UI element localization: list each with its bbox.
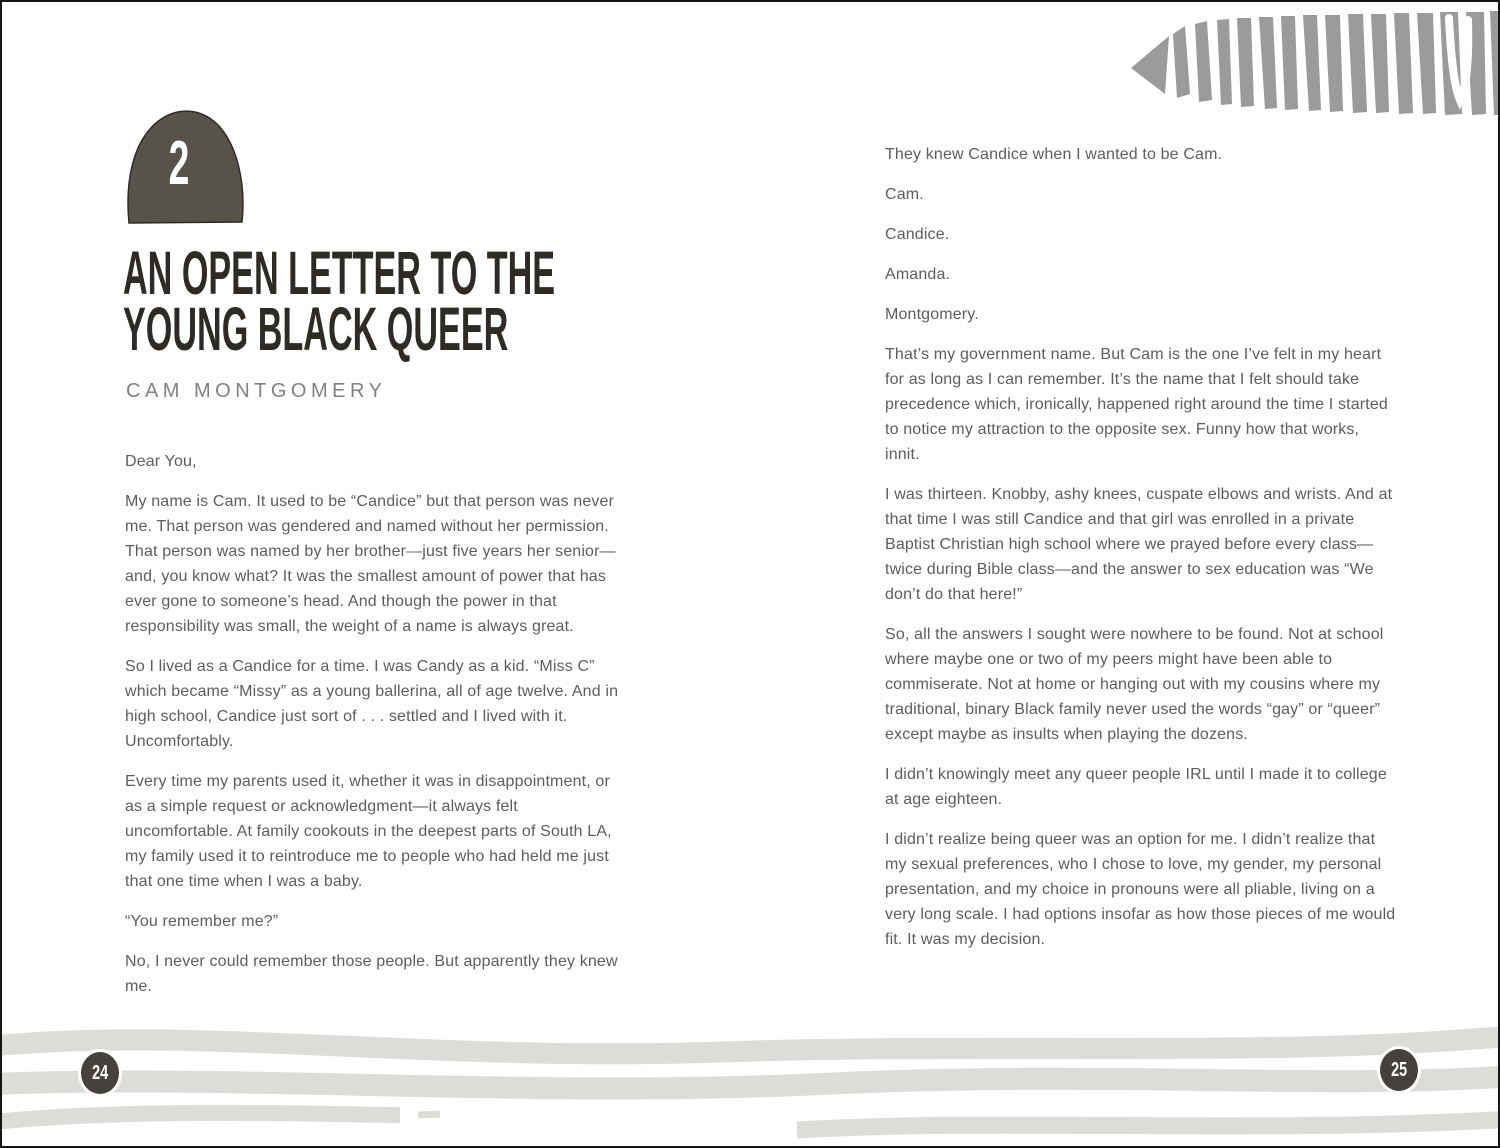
paragraph: I didn’t realize being queer was an option for me. I didn’t realize that my sexual preferences, who I chose to love, my gender, my personal presentation, and my choice in pronouns were all pliable, living on a very long scale. I had options insofar as how those pieces of me would fit. It was my decision. xyxy=(885,831,1396,948)
paragraph: Every time my parents used it, whether it was in disappointment, or as a simple request or acknowledgment—it always felt uncomfortable. At family cookouts in the deepest parts of South LA, my family used it to reintroduce me to people who had held me just that one time when I was a baby. xyxy=(125,773,612,890)
paragraph: That’s my government name. But Cam is the one I’ve felt in my heart for as long as I can remember. It’s the name that I felt should take precedence which, ironically, happened right around the time I started to notice my attraction to the opposite sex. Funny how that works, innit. xyxy=(885,346,1388,463)
paragraph: Cam. xyxy=(885,186,924,203)
chapter-title-line2: YOUNG BLACK QUEER xyxy=(123,295,509,363)
chapter-number: 2 xyxy=(168,129,190,198)
page-number: 24 xyxy=(91,1061,109,1084)
paragraph: They knew Candice when I wanted to be Cam. xyxy=(885,146,1223,163)
brush-waves-icon xyxy=(2,1020,1500,1148)
paragraph: So I lived as a Candice for a time. I was Candy as a kid. “Miss C” which became “Missy” as a young ballerina, all of age twelve. And in high school, Candice just sort of . . . settled and I lived with it. Uncomfortably. xyxy=(125,658,619,750)
left-page-text-column xyxy=(125,449,629,1014)
paragraph: Montgomery. xyxy=(885,306,979,323)
paragraph: “You remember me?” xyxy=(125,913,279,930)
chapter-badge xyxy=(124,109,249,225)
paragraph: Dear You, xyxy=(125,453,197,470)
paragraph: I was thirteen. Knobby, ashy knees, cuspate elbows and wrists. And at that time I was still Candice and that girl was enrolled in a private Baptist Christian high school where we prayed before every class—twice during Bible class—and the answer to sex education was “We don’t do that here!” xyxy=(885,486,1393,603)
chapter-title xyxy=(123,239,556,363)
paragraph: No, I never could remember those people. But apparently they knew me. xyxy=(125,953,618,995)
paragraph: My name is Cam. It used to be “Candice” but that person was never me. That person was gendered and named without her permission. That person was named by her brother—just five years her senior—and, you know what? It was the smallest amount of power that has ever gone to someone’s head. And though the power in that responsibility was small, the weight of a name is always great. xyxy=(125,493,616,635)
paragraph: So, all the answers I sought were nowhere to be found. Not at school where maybe one or two of my peers might have been able to commiserate. Not at home or hanging out with my cousins where my traditional, binary Black family never used the words “gay” or “queer” except maybe as insults when playing the dozens. xyxy=(885,626,1384,743)
paragraph: Amanda. xyxy=(885,266,951,283)
paragraph: Candice. xyxy=(885,226,950,243)
paragraph: I didn’t knowingly meet any queer people IRL until I made it to college at age eighteen. xyxy=(885,766,1387,808)
zebra-tail-icon xyxy=(1127,8,1500,120)
page-number-badge-left xyxy=(78,1049,122,1097)
chapter-author: CAM MONTGOMERY xyxy=(126,380,387,402)
chapter-title-line1: AN OPEN LETTER TO THE xyxy=(123,239,556,307)
page-number: 25 xyxy=(1390,1058,1408,1081)
page-number-badge-right xyxy=(1377,1046,1421,1094)
right-page-text-column xyxy=(885,142,1397,967)
